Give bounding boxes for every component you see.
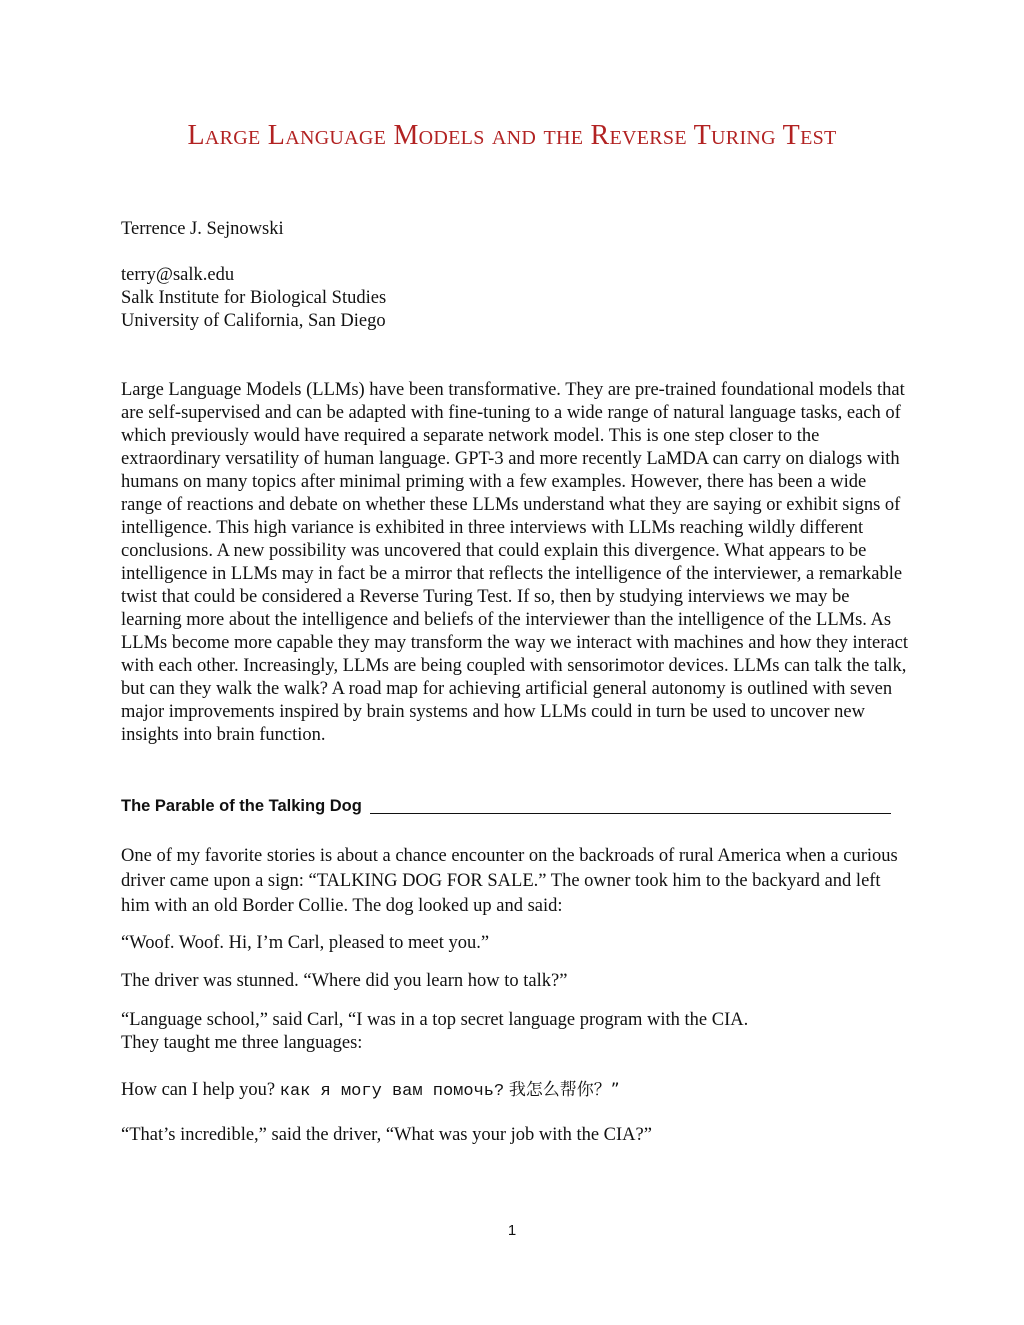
language-chinese: 我怎么帮你？”: [508, 1080, 620, 1100]
author-university: University of California, San Diego: [121, 311, 386, 331]
author-email: terry@salk.edu: [121, 265, 235, 285]
languages-line: [121, 1079, 911, 1103]
author-institution: Salk Institute for Biological Studies: [121, 288, 387, 308]
story-paragraph-4-line-2: They taught me three languages:: [121, 1033, 363, 1053]
paper-title: Large Language Models and the Reverse Turing Test: [187, 120, 837, 151]
story-paragraph-6: “That’s incredible,” said the driver, “What was your job with the CIA?”: [121, 1125, 652, 1145]
section-heading-text: The Parable of the Talking Dog: [121, 797, 362, 815]
language-english: How can I help you?: [121, 1080, 276, 1100]
heading-underline-rule: [370, 797, 891, 814]
story-paragraph-4: [121, 1009, 911, 1055]
story-paragraph-2: “Woof. Woof. Hi, I’m Carl, pleased to meet you.”: [121, 933, 490, 953]
story-paragraph-4-line-1: “Language school,” said Carl, “I was in a top secret language program with the CIA.: [121, 1010, 749, 1030]
author-name: Terrence J. Sejnowski: [121, 219, 284, 239]
section-heading: [121, 797, 891, 816]
page-number: 1: [507, 1222, 517, 1239]
author-affiliation: [121, 264, 911, 333]
abstract-paragraph: Large Language Models (LLMs) have been transformative. They are pre-trained foundational models that are self-supervised and can be adapted with fine-tuning to a wide range of natural language tasks, each of which previously would have required a separate network model. This is one step closer to the extraordinary versatility of human language. GPT-3 and more recently LaMDA can carry on dialogs with humans on many topics after minimal priming with a few examples. However, there has been a wide range of reactions and debate on whether these LLMs understand what they are saying or exhibit signs of intelligence. This high variance is exhibited in three interviews with LLMs reaching wildly different conclusions. A new possibility was uncovered that could explain this divergence. What appears to be intelligence in LLMs may in fact be a mirror that reflects the intelligence of the interviewer, a remarkable twist that could be considered a Reverse Turing Test. If so, then by studying interviews we may be learning more about the intelligence and beliefs of the interviewer than the intelligence of the LLMs. As LLMs become more capable they may transform the way we interact with machines and how they interact with each other. Increasingly, LLMs are being coupled with sensorimotor devices. LLMs can talk the talk, but can they walk the walk? A road map for achieving artificial general autonomy is outlined with seven major improvements inspired by brain systems and how LLMs could in turn be used to uncover new insights into brain function.: [121, 380, 908, 745]
story-paragraph-1: One of my favorite stories is about a chance encounter on the backroads of rural America when a curious driver came upon a sign: “TALKING DOG FOR SALE.” The owner took him to the backyard and left him with an old Border Collie. The dog looked up and said:: [121, 846, 898, 916]
story-paragraph-3: The driver was stunned. “Where did you learn how to talk?”: [121, 971, 568, 991]
language-russian: как я могу вам помочь?: [279, 1082, 505, 1101]
